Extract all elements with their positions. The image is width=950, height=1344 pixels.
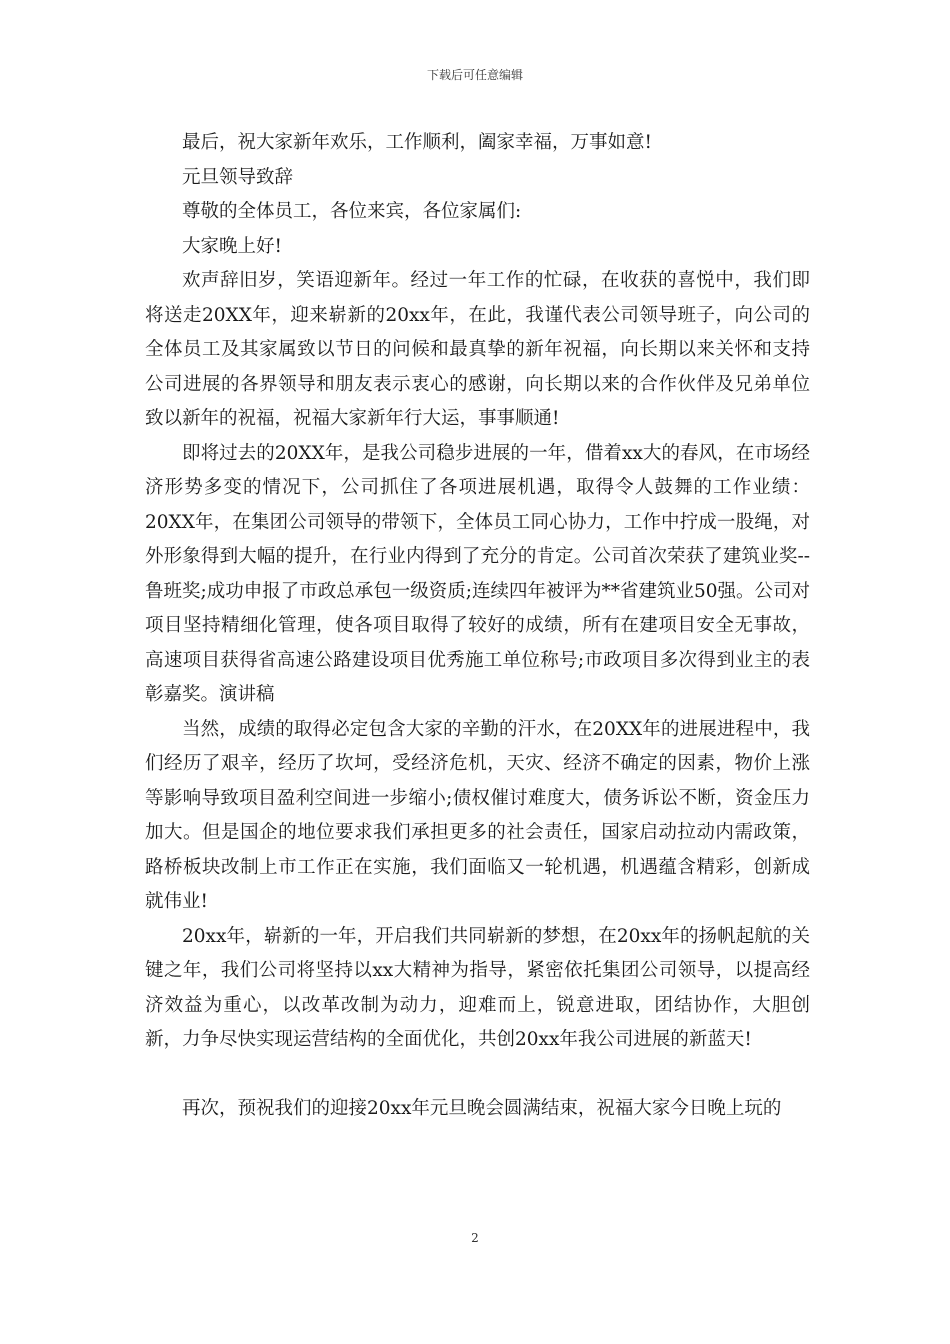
page-header: 下载后可任意编辑 — [426, 68, 523, 82]
page-number: 2 — [471, 1231, 479, 1245]
speech-title: 元旦领导致辞 — [182, 166, 294, 188]
closing-wish-paragraph: 最后，祝大家新年欢乐，工作顺利，阖家幸福，万事如意! — [182, 132, 652, 153]
body-paragraph: 欢声辞旧岁，笑语迎新年。经过一年工作的忙碌，在收获的喜悦中，我们即将送走20XX年，迎来崭新的20xx年，在此，我谨代表公司领导班子，向公司的全体员工及其家属致以节日的问候和最真挚的新年祝福，向长期以来关怀和支持公司进展的各界领导和朋友表示衷心的感谢，向长期以来的合作伙伴及兄弟单位致以新年的祝福，祝福大家新年行大运，事事顺通! — [145, 270, 810, 429]
body-paragraph: 即将过去的20XX年，是我公司稳步进展的一年，借着xx大的春风，在市场经济形势多变的情况下，公司抓住了各项进展机遇，取得令人鼓舞的工作业绩：20XX年，在集团公司领导的带领下，全体员工同心协力，工作中拧成一股绳，对外形象得到大幅的提升，在行业内得到了充分的肯定。公司首次荣获了建筑业奖--鲁班奖;成功申报了市政总承包一级资质;连续四年被评为**省建筑业50强。公司对项目坚持精细化管理，使各项目取得了较好的成绩，所有在建项目安全无事故，高速项目获得省高速公路建设项目优秀施工单位称号;市政项目多次得到业主的表彰嘉奖。演讲稿 — [145, 442, 811, 705]
final-paragraph: 再次，预祝我们的迎接20xx年元旦晚会圆满结束，祝福大家今日晚上玩的 — [182, 1097, 782, 1119]
body-paragraph: 20xx年，崭新的一年，开启我们共同崭新的梦想，在20xx年的扬帆起航的关键之年，我们公司将坚持以xx大精神为指导，紧密依托集团公司领导，以提高经济效益为重心，以改革改制为动力，迎难而上，锐意进取，团结协作，大胆创新，力争尽快实现运营结构的全面优化，共创20xx年我公司进展的新蓝天! — [145, 925, 810, 1050]
body-paragraph: 当然，成绩的取得必定包含大家的辛勤的汗水，在20XX年的进展进程中，我们经历了艰辛，经历了坎坷，受经济危机，天灾、经济不确定的因素，物价上涨等影响导致项目盈利空间进一步缩小;债权催讨难度大，债务诉讼不断，资金压力加大。但是国企的地位要求我们承担更多的社会责任，国家启动拉动内需政策，路桥板块改制上市工作正在实施，我们面临又一轮机遇，机遇蕴含精彩，创新成就伟业! — [145, 718, 810, 912]
document-body — [145, 126, 810, 1126]
salutation-paragraph: 尊敬的全体员工，各位来宾，各位家属们: — [182, 201, 522, 222]
greeting-paragraph: 大家晚上好! — [182, 235, 282, 257]
